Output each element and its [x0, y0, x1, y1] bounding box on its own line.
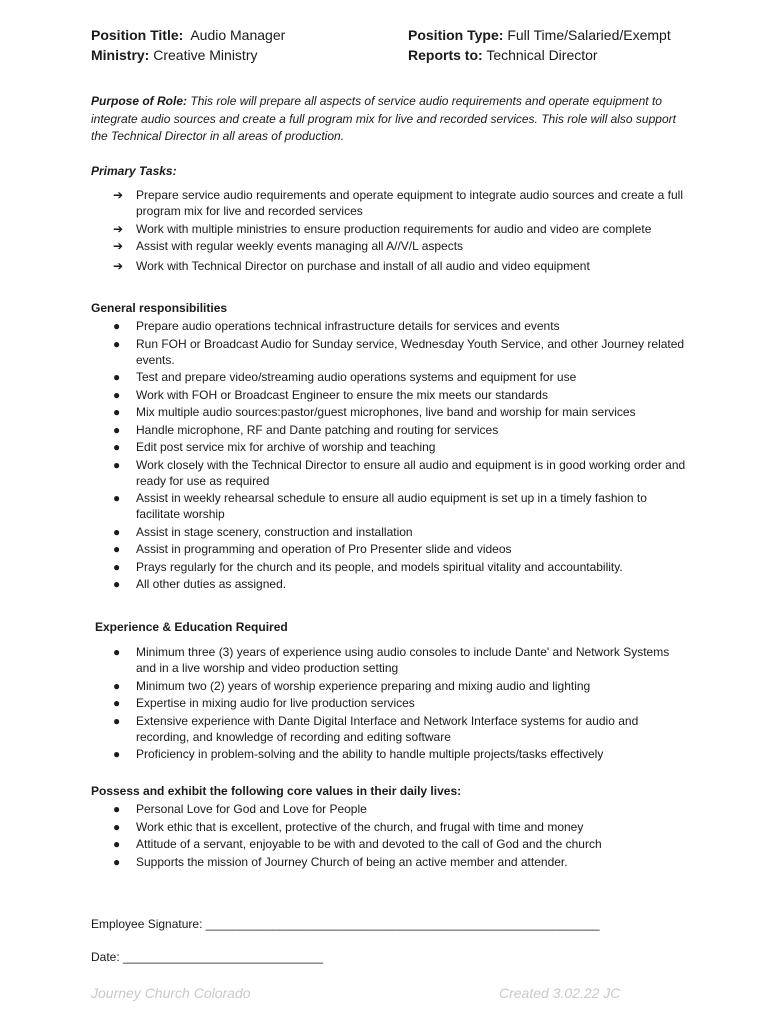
arrow-icon: ➔ [113, 221, 124, 236]
list-item: ● Work closely with the Technical Director to ensure all audio and equipment is in good working order and ready for use as required [113, 457, 686, 488]
list-item: ● Prepare audio operations technical infrastructure details for services and events [113, 319, 560, 333]
ministry-value: Creative Ministry [153, 47, 258, 63]
list-item: ● Proficiency in problem-solving and the ability to handle multiple projects/tasks effectively [113, 747, 604, 761]
purpose-text: This role will prepare all aspects of service audio requirements and operate equipment to integrate audio sources and create a full program mix for live and recorded services. This role will also support the Technical Director in all areas of production. [91, 94, 676, 143]
list-item: ● Test and prepare video/streaming audio operations systems and equipment for use [113, 370, 577, 384]
purpose-of-role [91, 93, 691, 146]
primary-tasks-list [91, 187, 691, 276]
bullet-icon: ● [113, 422, 121, 437]
ministry-label: Ministry: [91, 47, 150, 63]
experience-heading: Experience & Education Required [95, 620, 288, 634]
position-title-line [91, 25, 285, 45]
bullet-icon: ● [113, 819, 121, 834]
list-item: ➔ Work with Technical Director on purchase and install of all audio and video equipment [113, 259, 590, 273]
general-responsibilities-list [91, 318, 691, 594]
bullet-icon: ● [113, 559, 121, 574]
bullet-icon: ● [113, 854, 121, 869]
bullet-icon: ● [113, 645, 121, 659]
bullet-icon: ● [113, 696, 121, 710]
header-left [91, 25, 285, 65]
list-item: ● Minimum two (2) years of worship experience preparing and mixing audio and lighting [113, 678, 591, 693]
list-item: ● All other duties as assigned. [113, 577, 287, 591]
bullet-icon: ● [113, 387, 121, 402]
list-item: ● Supports the mission of Journey Church of being an active member and attender. [113, 854, 568, 869]
bullet-icon: ● [113, 440, 121, 454]
list-item: ● Assist in weekly rehearsal schedule to ensure all audio equipment is set up in a timely fashion to facilitate worship [113, 491, 647, 521]
bullet-icon: ● [113, 747, 121, 761]
bullet-icon: ● [113, 319, 121, 333]
core-values-list [91, 801, 691, 871]
list-item: ● Extensive experience with Dante Digital Interface and Network Interface systems for audio and recording, and knowledge of recording and editing software [113, 713, 639, 744]
bullet-icon: ● [113, 405, 121, 419]
list-item: ● Expertise in mixing audio for live production services [113, 696, 415, 710]
ministry-line [91, 45, 285, 65]
bullet-icon: ● [113, 837, 121, 851]
bullet-icon: ● [113, 713, 121, 728]
purpose-label: Purpose of Role: [91, 94, 188, 108]
footer-created-date: Created 3.02.22 JC [499, 985, 621, 1001]
list-item: ● Minimum three (3) years of experience using audio consoles to include Dante' and Network Systems and in a live worship and video production setting [113, 645, 670, 675]
bullet-icon: ● [113, 336, 121, 351]
experience-list [91, 644, 691, 764]
list-item: ● Work with FOH or Broadcast Engineer to ensure the mix meets our standards [113, 387, 548, 402]
bullet-icon: ● [113, 457, 121, 472]
position-title-label: Position Title: [91, 27, 184, 43]
bullet-icon: ● [113, 491, 121, 505]
list-item: ● Personal Love for God and Love for People [113, 802, 367, 816]
general-responsibilities-heading: General responsibilities [91, 301, 228, 315]
footer-organization: Journey Church Colorado [91, 985, 251, 1001]
position-type-label: Position Type: [408, 27, 504, 43]
arrow-icon: ➔ [113, 188, 124, 202]
employee-signature-line[interactable]: Employee Signature: ___________________________________________________________ [91, 917, 600, 931]
date-line[interactable]: Date: ______________________________ [91, 950, 324, 964]
primary-tasks-heading: Primary Tasks: [91, 164, 177, 178]
list-item: ● Attitude of a servant, enjoyable to be with and devoted to the call of God and the church [113, 837, 602, 851]
list-item: ➔ Prepare service audio requirements and operate equipment to integrate audio sources and create a full program mix for live and recorded services [113, 188, 684, 218]
list-item: ● Handle microphone, RF and Dante patching and routing for services [113, 422, 499, 437]
bullet-icon: ● [113, 370, 121, 384]
list-item: ● Assist in stage scenery, construction and installation [113, 524, 413, 539]
reports-to-line [408, 45, 671, 65]
reports-to-value: Technical Director [486, 47, 598, 63]
arrow-icon: ➔ [113, 259, 124, 273]
header-right [408, 25, 671, 65]
bullet-icon: ● [113, 678, 121, 693]
position-title-value: Audio Manager [190, 27, 286, 43]
list-item: ● Work ethic that is excellent, protective of the church, and frugal with time and money [113, 819, 584, 834]
list-item: ● Assist in programming and operation of Pro Presenter slide and videos [113, 542, 512, 556]
core-values-heading: Possess and exhibit the following core values in their daily lives: [91, 784, 462, 798]
list-item: ● Mix multiple audio sources:pastor/guest microphones, live band and worship for main services [113, 405, 636, 419]
position-type-value: Full Time/Salaried/Exempt [507, 27, 671, 43]
bullet-icon: ● [113, 802, 121, 816]
list-item: ➔ Assist with regular weekly events managing all A//V/L aspects [113, 239, 464, 253]
bullet-icon: ● [113, 524, 121, 539]
list-item: ● Edit post service mix for archive of worship and teaching [113, 440, 436, 454]
arrow-icon: ➔ [113, 239, 124, 253]
list-item: ● Run FOH or Broadcast Audio for Sunday service, Wednesday Youth Service, and other Journey related events. [113, 336, 685, 367]
bullet-icon: ● [113, 542, 121, 556]
list-item: ➔ Work with multiple ministries to ensure production requirements for audio and video are complete [113, 221, 652, 236]
bullet-icon: ● [113, 577, 121, 591]
position-type-line [408, 25, 671, 45]
list-item: ● Prays regularly for the church and its people, and models spiritual vitality and accountability. [113, 559, 623, 574]
reports-to-label: Reports to: [408, 47, 483, 63]
